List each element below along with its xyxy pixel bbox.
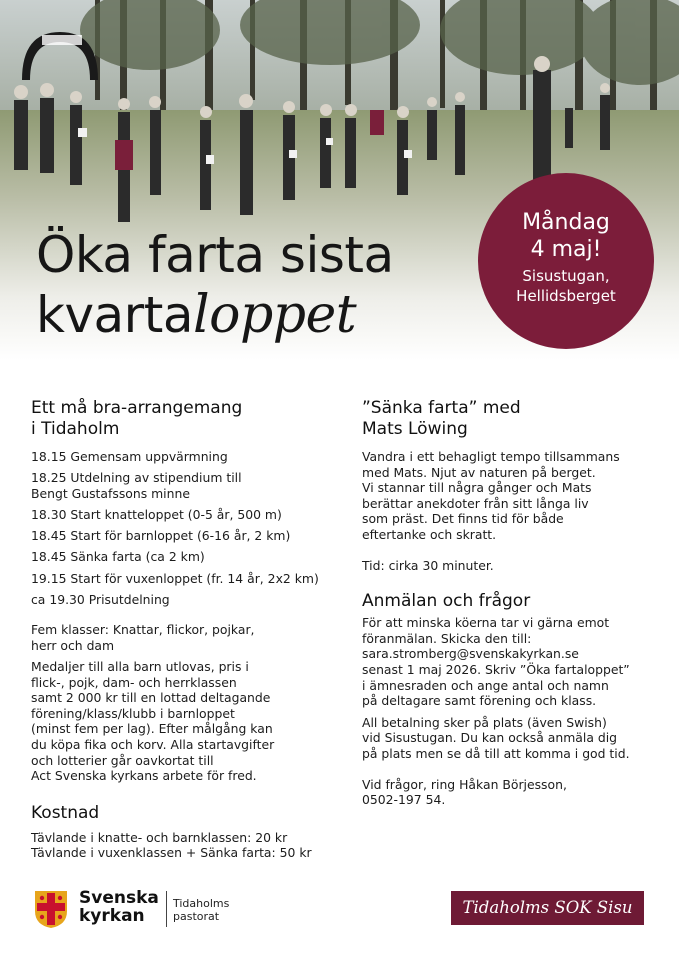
left-heading-line-2: i Tidaholm bbox=[31, 419, 120, 439]
badge-day: Måndag bbox=[522, 210, 610, 235]
parish-line-1: Tidaholms bbox=[173, 897, 230, 910]
registration-line: föranmälan. Skicka den till: bbox=[362, 630, 532, 646]
right-heading-line-2: Mats Löwing bbox=[362, 419, 468, 439]
left-column bbox=[31, 398, 341, 861]
cost-heading: Kostnad bbox=[31, 802, 100, 823]
classes-line: herr och dam bbox=[31, 637, 115, 653]
registration-line: i ämnesraden och ange antal och namn bbox=[362, 677, 609, 693]
parish-name bbox=[173, 897, 229, 923]
schedule-item: 18.30 Start knatteloppet (0-5 år, 500 m) bbox=[31, 506, 282, 522]
badge-place-line-1: Sisustugan, bbox=[522, 267, 610, 285]
registration-text bbox=[362, 615, 662, 709]
schedule-item: 18.15 Gemensam uppvärmning bbox=[31, 449, 228, 464]
schedule-item: 18.45 Sänka farta (ca 2 km) bbox=[31, 549, 205, 565]
payment-line: på plats men se då till att komma i god tid. bbox=[362, 745, 630, 761]
payment-line: vid Sisustugan. Du kan också anmäla dig bbox=[362, 730, 618, 746]
payment-line: All betalning sker på plats (även Swish) bbox=[362, 714, 607, 730]
badge-date: 4 maj! bbox=[530, 237, 602, 262]
schedule-item: ca 19.30 Prisutdelning bbox=[31, 591, 170, 607]
intro-text bbox=[362, 449, 662, 543]
church-cross-icon bbox=[33, 889, 69, 929]
classes-text bbox=[31, 622, 341, 653]
medals-line: förening/klass/klubb i barnloppet bbox=[31, 705, 235, 721]
parish-line-2: pastorat bbox=[173, 910, 220, 923]
medals-line: Medaljer till alla barn utlovas, pris i bbox=[31, 659, 249, 675]
registration-email[interactable]: sara.stromberg@svenskakyrkan.se bbox=[362, 646, 579, 662]
right-heading-line-1: ”Sänka farta” med bbox=[362, 398, 521, 418]
classes-line: Fem klasser: Knattar, flickor, pojkar, bbox=[31, 621, 255, 637]
cost-line: Tävlande i vuxenklassen + Sänka farta: 50 kr bbox=[31, 845, 312, 861]
title-line-2-italic: loppet bbox=[193, 285, 357, 345]
schedule-item: 19.15 Start för vuxenloppet (fr. 14 år, 2x2 km) bbox=[31, 570, 319, 586]
registration-line: senast 1 maj 2026. Skriv ”Öka fartaloppet” bbox=[362, 661, 630, 677]
registration-heading: Anmälan och frågor bbox=[362, 591, 531, 612]
badge-place bbox=[478, 266, 654, 306]
payment-text bbox=[362, 715, 662, 762]
schedule-item bbox=[31, 470, 341, 501]
registration-line: För att minska köerna tar vi gärna emot bbox=[362, 615, 610, 631]
logo-divider bbox=[166, 891, 167, 927]
medals-line: samt 2 000 kr till en lottad deltagande bbox=[31, 690, 271, 706]
time-text: Tid: cirka 30 minuter. bbox=[362, 557, 494, 573]
title-line-2-regular: kvarta bbox=[36, 286, 193, 344]
medals-line: (minst fem per lag). Efter målgång kan bbox=[31, 721, 273, 737]
schedule-list bbox=[31, 449, 341, 607]
medals-text bbox=[31, 659, 341, 784]
medals-line: Act Svenska kyrkans arbete för fred. bbox=[31, 768, 257, 784]
schedule-item: 18.45 Start för barnloppet (6-16 år, 2 km) bbox=[31, 528, 291, 544]
cost-text bbox=[31, 830, 341, 861]
intro-line: Vi stannar till några gånger och Mats bbox=[362, 480, 592, 496]
right-heading bbox=[362, 398, 662, 440]
contact-phone[interactable]: 0502-197 54. bbox=[362, 792, 446, 808]
contact-text bbox=[362, 777, 662, 808]
intro-line: som präst. Det finns tid för både bbox=[362, 511, 564, 527]
registration-line: på deltagare samt förening och klass. bbox=[362, 693, 597, 709]
poster-title bbox=[36, 225, 394, 345]
medals-line: du köpa fika och korv. Alla startavgifter bbox=[31, 737, 275, 753]
date-badge bbox=[478, 173, 654, 349]
sisu-logo: Tidaholms SOK Sisu bbox=[451, 891, 644, 925]
schedule-item-line-1: 18.25 Utdelning av stipendium till bbox=[31, 470, 242, 486]
contact-line: Vid frågor, ring Håkan Börjesson, bbox=[362, 776, 567, 792]
intro-line: eftertanke och skratt. bbox=[362, 526, 497, 542]
intro-line: Vandra i ett behagligt tempo tillsammans bbox=[362, 449, 620, 464]
logo-line-1: Svenska bbox=[79, 888, 159, 908]
badge-place-line-2: Hellidsberget bbox=[516, 287, 616, 305]
right-column bbox=[362, 398, 662, 808]
left-heading bbox=[31, 398, 341, 440]
schedule-item-line-2: Bengt Gustafssons minne bbox=[31, 485, 190, 501]
cost-line: Tävlande i knatte- och barnklassen: 20 kr bbox=[31, 829, 288, 845]
intro-line: berättar anekdoter från sitt långa liv bbox=[362, 495, 589, 511]
title-line-1: Öka farta sista bbox=[36, 226, 394, 284]
medals-line: flick-, pojk, dam- och herrklassen bbox=[31, 674, 237, 690]
medals-line: och lotterier går oavkortat till bbox=[31, 752, 214, 768]
logo-wordmark bbox=[79, 889, 159, 925]
intro-line: med Mats. Njut av naturen på berget. bbox=[362, 464, 596, 480]
left-heading-line-1: Ett må bra-arrangemang bbox=[31, 398, 243, 418]
logo-line-2: kyrkan bbox=[79, 906, 145, 926]
